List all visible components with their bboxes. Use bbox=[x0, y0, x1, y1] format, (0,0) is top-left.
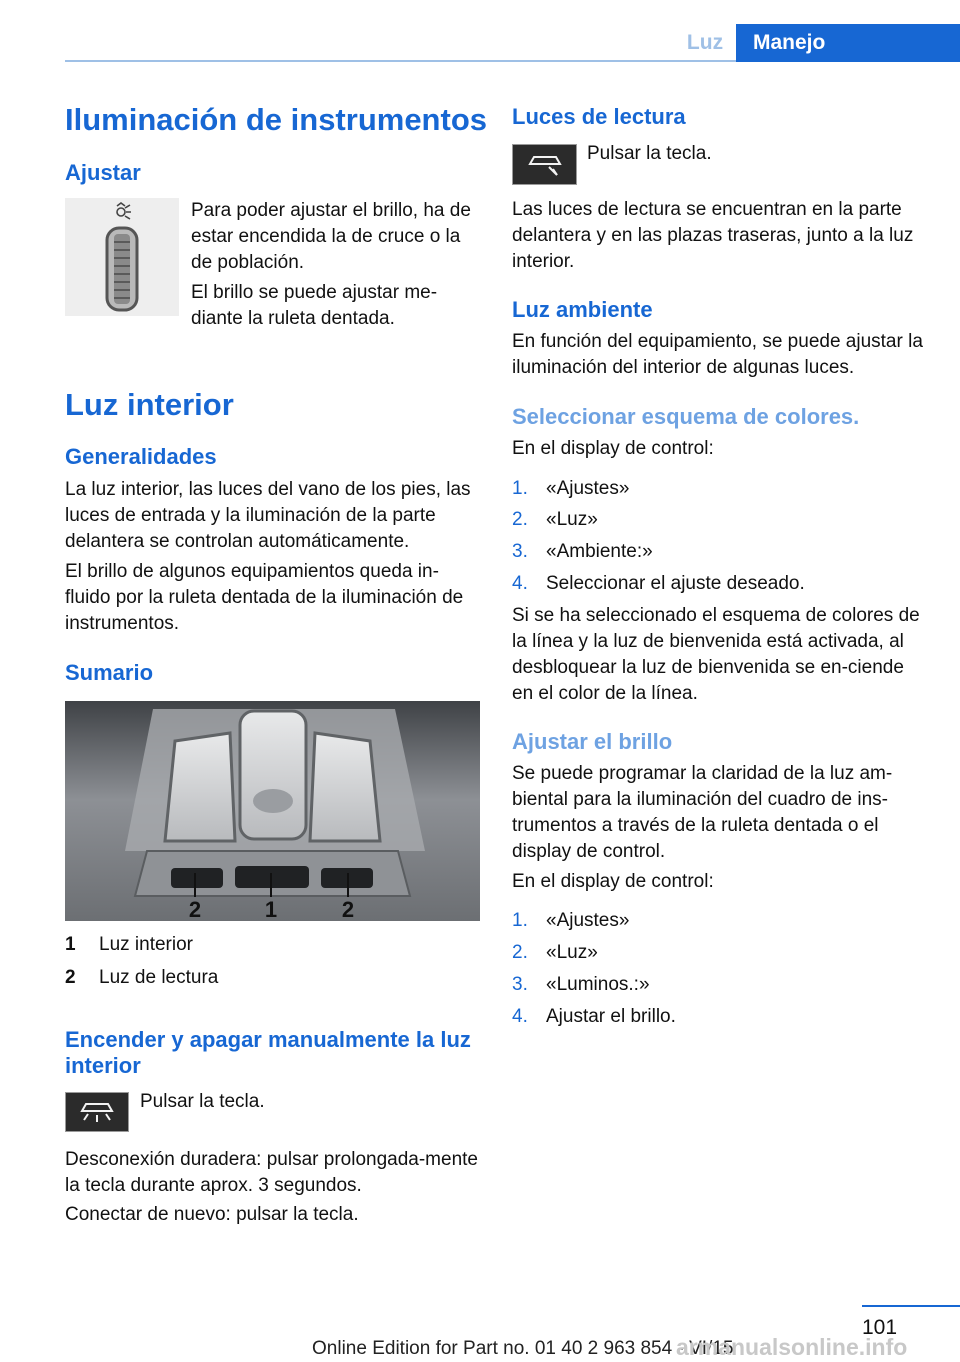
sumario-heading: Sumario bbox=[65, 660, 154, 685]
legend-text: Luz de lectura bbox=[99, 967, 219, 988]
legend-num: 2 bbox=[65, 967, 76, 988]
generalidades-text-1: La luz interior, las luces del vano de los pies, las luces de entrada y la iluminación de la parte delantera se controlan automáticamente. bbox=[65, 479, 471, 552]
step-num: 4. bbox=[512, 573, 528, 594]
step-item bbox=[512, 476, 629, 502]
ambiente-text: En función del equipamiento, se puede ajustar la iluminación del interior de algunas luces. bbox=[512, 331, 923, 378]
generalidades-heading: Generalidades bbox=[65, 444, 217, 469]
interior-light-icon bbox=[65, 1092, 129, 1132]
brillo-text: Se puede programar la claridad de la luz am‐biental para la iluminación del cuadro de ins‐trumentos a través de la ruleta dentada o el display de control. bbox=[512, 763, 893, 862]
legend-item bbox=[65, 932, 193, 958]
reading-light-icon bbox=[512, 144, 577, 185]
step-text: «Luz» bbox=[546, 942, 598, 963]
step-item bbox=[512, 507, 598, 533]
ajustar-text-1: Para poder ajustar el brillo, ha de estar encendida la de cruce o la de población. bbox=[191, 200, 471, 273]
encender-text-1: Desconexión duradera: pulsar prolongada‐mente la tecla durante aprox. 3 segundos. bbox=[65, 1149, 478, 1196]
step-item bbox=[512, 908, 629, 934]
step-num: 1. bbox=[512, 910, 528, 931]
esquema-text: Si se ha seleccionado el esquema de colores de la línea y la luz de bienvenida está activada, al desbloquear la luz de bienvenida se en‐ciende en el color de la línea. bbox=[512, 605, 920, 704]
page-number: 101 bbox=[862, 1316, 898, 1339]
step-num: 3. bbox=[512, 541, 528, 562]
luz-interior-title: Luz interior bbox=[65, 387, 234, 422]
generalidades-text-2: El brillo de algunos equipamientos queda in‐fluido por la ruleta dentada de la iluminación de instrumentos. bbox=[65, 561, 464, 634]
step-text: Ajustar el brillo. bbox=[546, 1006, 676, 1027]
ajustar-heading: Ajustar bbox=[65, 160, 141, 185]
step-text: «Ajustes» bbox=[546, 910, 630, 931]
brillo-intro: En el display de control: bbox=[512, 871, 714, 892]
step-num: 2. bbox=[512, 942, 528, 963]
lectura-heading: Luces de lectura bbox=[512, 104, 686, 129]
watermark: armanualsonline.info bbox=[676, 1334, 908, 1360]
overhead-console-photo bbox=[65, 701, 480, 921]
step-text: «Luz» bbox=[546, 509, 598, 530]
step-item bbox=[512, 539, 653, 565]
encender-heading: Encender y apagar manualmente la luz interior bbox=[65, 1027, 471, 1078]
step-text: «Ambiente:» bbox=[546, 541, 653, 562]
brillo-heading: Ajustar el brillo bbox=[512, 729, 673, 754]
step-text: Seleccionar el ajuste deseado. bbox=[546, 573, 805, 594]
callout-2-right: 2 bbox=[341, 897, 355, 921]
step-num: 3. bbox=[512, 974, 528, 995]
esquema-intro: En el display de control: bbox=[512, 438, 714, 459]
header-chapter[interactable]: Manejo bbox=[736, 24, 960, 62]
esquema-heading: Seleccionar esquema de colores. bbox=[512, 404, 860, 429]
ambiente-heading: Luz ambiente bbox=[512, 297, 653, 322]
step-item bbox=[512, 571, 805, 597]
dimmer-wheel-icon bbox=[65, 198, 179, 316]
encender-press: Pulsar la tecla. bbox=[140, 1091, 265, 1112]
section-title: Iluminación de instrumentos bbox=[65, 102, 487, 137]
callout-1: 1 bbox=[264, 897, 278, 921]
footer-rule bbox=[862, 1305, 960, 1307]
step-num: 4. bbox=[512, 1006, 528, 1027]
legend-item bbox=[65, 965, 218, 991]
legend-num: 1 bbox=[65, 934, 76, 955]
encender-text-2: Conectar de nuevo: pulsar la tecla. bbox=[65, 1204, 359, 1225]
step-num: 2. bbox=[512, 509, 528, 530]
callout-2-left: 2 bbox=[188, 897, 202, 921]
edition-line: Online Edition for Part no. 01 40 2 963 854 - VI/15 bbox=[312, 1338, 734, 1359]
legend-text: Luz interior bbox=[99, 934, 193, 955]
step-item bbox=[512, 972, 650, 998]
lectura-text: Las luces de lectura se encuentran en la parte delantera y en las plazas traseras, junto a la luz interior. bbox=[512, 199, 914, 272]
step-item bbox=[512, 940, 598, 966]
step-item bbox=[512, 1004, 676, 1030]
lectura-press: Pulsar la tecla. bbox=[587, 143, 712, 164]
step-num: 1. bbox=[512, 478, 528, 499]
header-section[interactable]: Luz bbox=[686, 31, 724, 54]
step-text: «Ajustes» bbox=[546, 478, 630, 499]
step-text: «Luminos.:» bbox=[546, 974, 650, 995]
ajustar-text-2: El brillo se puede ajustar me‐diante la ruleta dentada. bbox=[191, 282, 438, 329]
